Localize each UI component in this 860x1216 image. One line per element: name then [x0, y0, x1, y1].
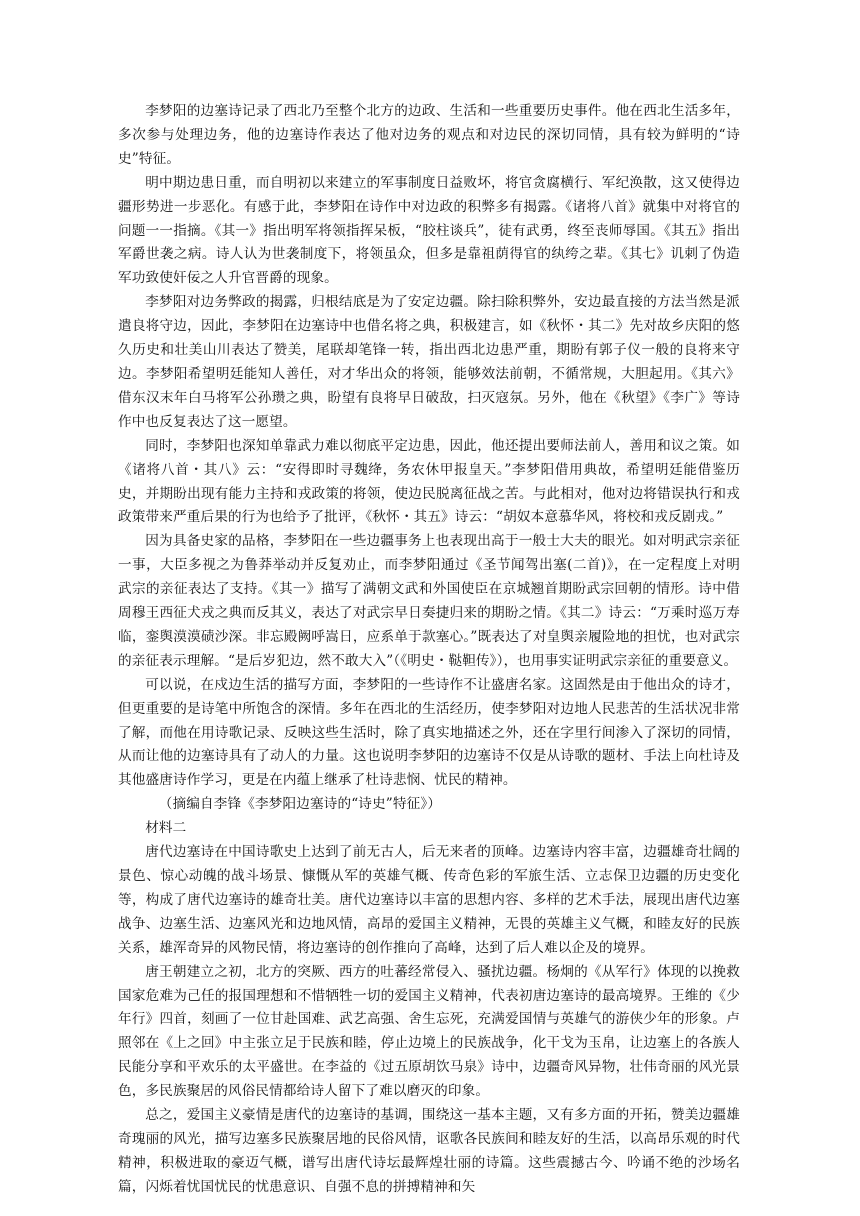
document-body	[118, 100, 740, 1200]
material-two-paragraph-2: 唐王朝建立之初，北方的突厥、西方的吐蕃经常侵入、骚扰边疆。杨炯的《从军行》体现的以挽救国家危难为己任的报国理想和不惜牺牲一切的爱国主义精神，代表初唐边塞诗的最高境界。王维的《少年行》四首，刻画了一位甘赴国难、武艺高强、舍生忘死，充满爱国情与英雄气的游侠少年的形象。卢照邻在《上之回》中主张立足于民族和睦，停止边境上的民族战争，化干戈为玉帛，让边塞上的各族人民能分享和平欢乐的太平盛世。在李益的《过五原胡饮马泉》诗中，边疆奇风异物，壮伟奇丽的风光景色，多民族聚居的风俗民情都给诗人留下了难以磨灭的印象。	[118, 963, 740, 1100]
material-two-label: 材料二	[145, 820, 187, 837]
material-one-source: （摘编自李锋《李梦阳边塞诗的“诗史”特征》）	[158, 796, 442, 813]
material-one-paragraph-2: 明中期边患日重，而自明初以来建立的军事制度日益败坏，将官贪腐横行、军纪涣散，这又使得边疆形势进一步恶化。有感于此，李梦阳在诗作中对边政的积弊多有揭露。《诸将八首》就集中对将官的问题一一指摘。《其一》指出明军将领指挥呆板，“胶柱谈兵”，徒有武勇，终至丧师辱国。《其五》指出军爵世袭之病。诗人认为世袭制度下，将领虽众，但多是靠祖荫得官的纨绔之辈。《其七》讥刺了伪造军功致使奸佞之人升官晋爵的现象。	[118, 174, 740, 287]
material-one-paragraph-5: 因为具备史家的品格，李梦阳在一些边疆事务上也表现出高于一般士大夫的眼光。如对明武宗亲征一事，大臣多视之为鲁莽举动并反复劝止，而李梦阳通过《圣节闻驾出塞(二首)》，在一定程度上对明武宗的亲征表达了支持。《其一》描写了满朝文武和外国使臣在京城翘首期盼武宗回朝的情形。诗中借周穆王西征犬戎之典而反其义，表达了对武宗早日奏捷归来的期盼之情。《其二》诗云：“万乘时巡万寿临，銮舆漠漠碛沙深。非忘殿阙呼嵩日，应系单于款塞心。”既表达了对皇舆亲履险地的担忧，也对武宗的亲征表示理解。“是后岁犯边，然不敢大入”（《明史・鞑靼传》），也用事实证明武宗亲征的重要意义。	[118, 533, 740, 669]
material-two-paragraph-3: 总之，爱国主义豪情是唐代的边塞诗的基调，围绕这一基本主题，又有多方面的开拓，赞美边疆雄奇瑰丽的风光，描写边塞多民族聚居地的民俗风情，讴歌各民族间和睦友好的生活，以高昂乐观的时代精神，积极进取的豪迈气概，谱写出唐代诗坛最辉煌壮丽的诗篇。这些震撼古今、吟诵不绝的沙场名篇，闪烁着忧国忧民的忧患意识、自强不息的拼搏精神和矢	[118, 1107, 740, 1195]
material-one-paragraph-1: 李梦阳的边塞诗记录了西北乃至整个北方的边政、生活和一些重要历史事件。他在西北生活多年，多次参与处理边务，他的边塞诗作表达了他对边务的观点和对边民的深切同情，具有较为鲜明的“诗史”特征。	[118, 103, 740, 167]
material-one-paragraph-3: 李梦阳对边务弊政的揭露，归根结底是为了安定边疆。除扫除积弊外，安边最直接的方法当然是派遣良将守边，因此，李梦阳在边塞诗中也借名将之典，积极建言，如《秋怀・其二》先对故乡庆阳的悠久历史和壮美山川表达了赞美，尾联却笔锋一转，指出西北边患严重，期盼有郭子仪一般的良将来守边。李梦阳希望明廷能知人善任，对才华出众的将领，能够效法前朝，不循常规，大胆起用。《其六》借东汉末年白马将军公孙瓒之典，盼望有良将早日破敌，扫灭寇氛。另外，他在《秋望》《李广》等诗作中也反复表达了这一愿望。	[118, 294, 740, 430]
material-one-paragraph-4: 同时，李梦阳也深知单靠武力难以彻底平定边患，因此，他还提出要师法前人，善用和议之策。如《诸将八首・其八》云：“安得即时寻魏绛，务农休甲报皇天。”李梦阳借用典故，希望明廷能借鉴历史，并期盼出现有能力主持和戎政策的将领，使边民脱离征战之苦。与此相对，他对边将错误执行和戎政策带来严重后果的行为也给予了批评，《秋怀・其五》诗云：“胡奴本意慕华风，将校和戎反剧戎。”	[118, 437, 740, 526]
material-one-paragraph-6: 可以说，在戍边生活的描写方面，李梦阳的一些诗作不让盛唐名家。这固然是由于他出众的诗才，但更重要的是诗笔中所饱含的深情。多年在西北的生活经历，使李梦阳对边地人民悲苦的生活状况非常了解，而他在用诗歌记录、反映这些生活时，除了真实地描述之外，还在字里行间渗入了深切的同情，从而让他的边塞诗具有了动人的力量。这也说明李梦阳的边塞诗不仅是从诗歌的题材、手法上向杜诗及其他盛唐诗作学习，更是在内蕴上继承了杜诗悲悯、忧民的精神。	[118, 676, 740, 789]
material-two-paragraph-1: 唐代边塞诗在中国诗歌史上达到了前无古人，后无来者的顶峰。边塞诗内容丰富，边疆雄奇壮阔的景色、惊心动魄的战斗场景、慷慨从军的英雄气概、传奇色彩的军旅生活、立志保卫边疆的历史变化等，构成了唐代边塞诗的雄奇壮美。唐代边塞诗以丰富的思想内容、多样的艺术手法，展现出唐代边塞战争、边塞生活、边塞风光和边地风情，高昂的爱国主义精神，无畏的英雄主义气概，和睦友好的民族关系，雄浑奇异的风物民情，将边塞诗的创作推向了高峰，达到了后人难以企及的境界。	[118, 844, 740, 956]
